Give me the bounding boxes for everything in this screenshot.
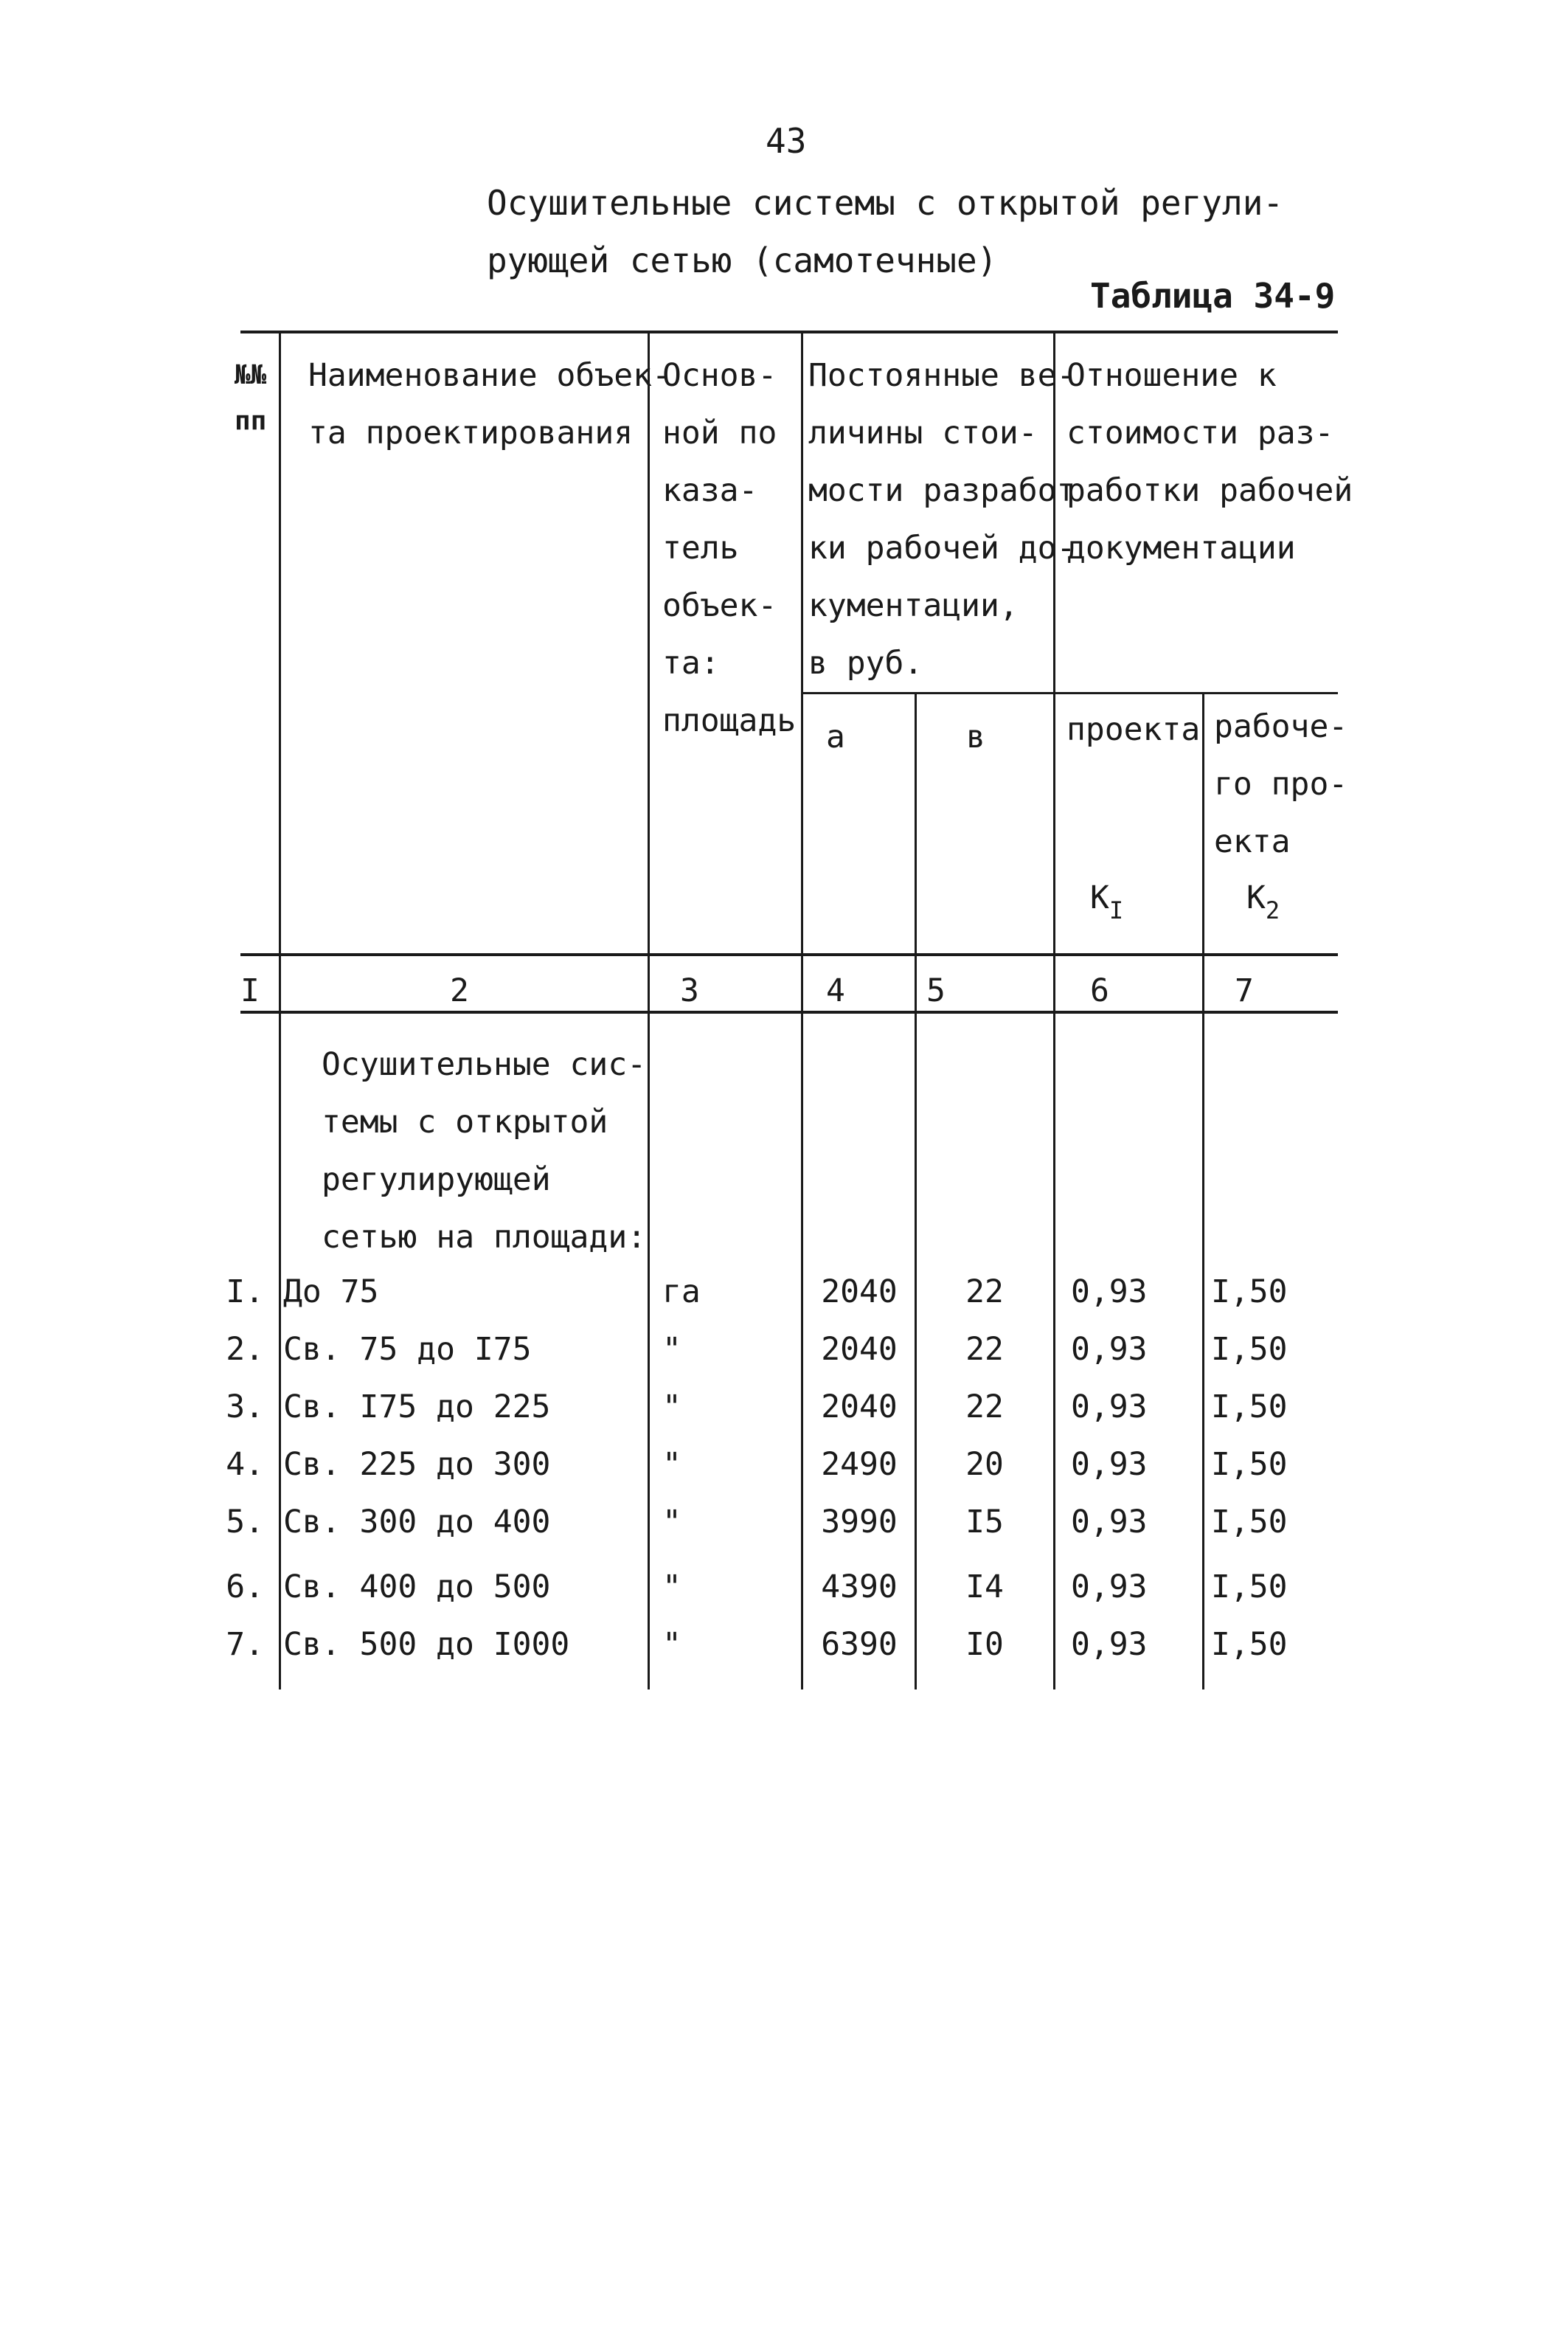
column-number: 2 [450,972,469,1009]
row-value-b: 22 [965,1388,1004,1425]
header-number-label: №№ пп [235,360,267,436]
row-name: Св. 500 до I000 [283,1626,570,1663]
header-cost-ratio: Отношение к стоимости раз- работки рабочей документации [1066,357,1353,567]
row-k1: 0,93 [1071,1626,1148,1663]
row-name: Св. 300 до 400 [283,1504,551,1540]
row-k2: I,50 [1211,1273,1288,1310]
row-k1: 0,93 [1071,1273,1148,1310]
column-number: 4 [826,972,845,1009]
row-value-a: 3990 [821,1504,898,1540]
row-number: 5. [226,1504,264,1540]
header-k1-symbol: $К_I$ [1090,879,1124,924]
header-k2-symbol: $К_2$ [1246,879,1280,924]
column-numbers-rule [240,1011,1338,1014]
section-title: Осушительные сис- темы с открытой регулирующей сетью на площади: [322,1046,647,1256]
row-k1: 0,93 [1071,1504,1148,1540]
row-value-b: 20 [965,1446,1004,1483]
header-col-k2: рабоче- го про- екта [1214,708,1348,860]
row-k1: 0,93 [1071,1446,1148,1483]
row-value-b: I0 [965,1626,1004,1663]
row-unit: " [662,1626,681,1663]
row-k2: I,50 [1211,1446,1288,1483]
row-value-a: 2490 [821,1446,898,1483]
row-value-a: 6390 [821,1626,898,1663]
row-k2: I,50 [1211,1388,1288,1425]
row-value-a: 4390 [821,1568,898,1605]
row-unit: " [662,1331,681,1368]
row-k1: 0,93 [1071,1568,1148,1605]
column-number: I [240,972,260,1009]
header-group-rule [801,692,1338,694]
row-value-b: I5 [965,1504,1004,1540]
row-value-b: 22 [965,1331,1004,1368]
row-unit: " [662,1388,681,1425]
row-k2: I,50 [1211,1331,1288,1368]
header-bottom-rule [240,953,1338,956]
header-col-b: в [966,719,985,755]
column-rule-4 [915,692,917,1689]
row-name: До 75 [283,1273,379,1310]
row-k1: 0,93 [1071,1331,1148,1368]
page-number: 43 [766,121,807,161]
row-unit: " [662,1446,681,1483]
row-name: Св. 75 до I75 [283,1331,532,1368]
row-unit: " [662,1568,681,1605]
row-name: Св. 225 до 300 [283,1446,551,1483]
row-value-b: 22 [965,1273,1004,1310]
row-number: 6. [226,1568,264,1605]
row-unit: га [662,1273,701,1310]
row-k2: I,50 [1211,1626,1288,1663]
row-number: 4. [226,1446,264,1483]
column-number: 3 [680,972,699,1009]
row-value-a: 2040 [821,1331,898,1368]
row-value-b: I4 [965,1568,1004,1605]
document-title-line-1: Осушительные системы с открытой регули- [487,183,1284,223]
column-rule-1 [279,331,281,1689]
table-label: Таблица 34-9 [1090,276,1336,316]
row-value-a: 2040 [821,1388,898,1425]
column-number: 6 [1090,972,1109,1009]
row-name: Св. I75 до 225 [283,1388,551,1425]
row-value-a: 2040 [821,1273,898,1310]
column-number: 5 [926,972,946,1009]
row-name: Св. 400 до 500 [283,1568,551,1605]
column-rule-2 [648,331,650,1689]
header-object-name: Наименование объек- та проектирования [308,357,671,452]
header-col-k1: проекта [1066,711,1201,748]
header-col-a: а [826,719,845,755]
column-rule-6 [1202,692,1204,1689]
row-number: 3. [226,1388,264,1425]
column-number: 7 [1235,972,1254,1009]
document-title-line-2: рующей сетью (самотечные) [487,241,998,280]
row-number: 2. [226,1331,264,1368]
row-number: 7. [226,1626,264,1663]
table-top-rule [240,331,1338,333]
header-basic-indicator: Основ- ной по каза- тель объек- та: площадь [662,357,797,739]
row-k1: 0,93 [1071,1388,1148,1425]
row-k2: I,50 [1211,1568,1288,1605]
row-unit: " [662,1504,681,1540]
row-number: I. [226,1273,264,1310]
row-k2: I,50 [1211,1504,1288,1540]
header-constant-values: Постоянные ве- личины стои- мости разработ ки рабочей до- кументации, в руб. [808,357,1076,682]
column-rule-3 [801,331,803,1689]
